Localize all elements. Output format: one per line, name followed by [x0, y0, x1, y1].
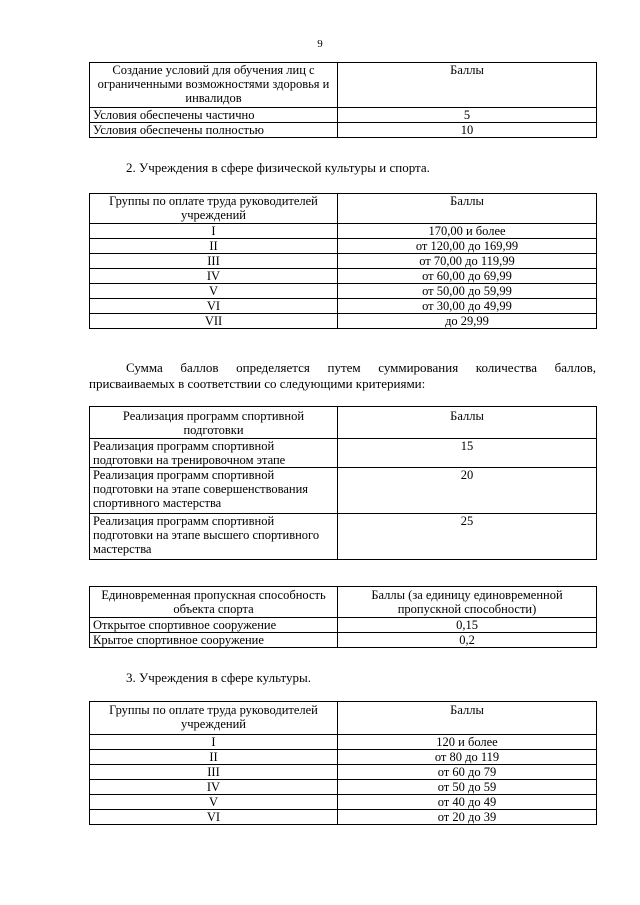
table-row	[90, 269, 597, 284]
table-cell: I	[90, 735, 338, 750]
header-cell: Баллы	[338, 702, 597, 735]
header-cell: Реализация программ спортивной подготовки	[90, 407, 338, 439]
table-cell: IV	[90, 269, 338, 284]
header-cell: Группы по оплате труда руководителей учреждений	[90, 194, 338, 224]
table-header-row	[90, 587, 597, 618]
table-cell: 120 и более	[338, 735, 597, 750]
section-2-heading: 2. Учреждения в сфере физической культуры и спорта.	[126, 160, 430, 175]
criteria-paragraph: Сумма баллов определяется путем суммирования количества баллов, присваиваемых в соответствии со следующими критериями:	[89, 360, 596, 391]
table-cell: IV	[90, 780, 338, 795]
table-row	[90, 750, 597, 765]
table-header-row	[90, 407, 597, 439]
table-row	[90, 633, 597, 648]
table-cell: VII	[90, 314, 338, 329]
table-cell: от 30,00 до 49,99	[338, 299, 597, 314]
table-cell: от 120,00 до 169,99	[338, 239, 597, 254]
table-cell: от 60,00 до 69,99	[338, 269, 597, 284]
table-cell: Открытое спортивное сооружение	[90, 618, 338, 633]
table-cell: от 80 до 119	[338, 750, 597, 765]
table-header-row	[90, 194, 597, 224]
table-row	[90, 735, 597, 750]
table-row	[90, 284, 597, 299]
header-cell: Создание условий для обучения лиц с ограниченными возможностями здоровья и инвалидов	[90, 63, 338, 108]
table-row	[90, 780, 597, 795]
table-header-row	[90, 702, 597, 735]
table-row	[90, 314, 597, 329]
table-cell: от 20 до 39	[338, 810, 597, 825]
table-row	[90, 765, 597, 780]
section-3-heading: 3. Учреждения в сфере культуры.	[126, 670, 312, 685]
table-row	[90, 514, 597, 560]
table-cell: от 50,00 до 59,99	[338, 284, 597, 299]
table-row	[90, 468, 597, 514]
table-row	[90, 239, 597, 254]
table-cell: III	[90, 765, 338, 780]
header-cell: Баллы	[338, 194, 597, 224]
table-cell: от 40 до 49	[338, 795, 597, 810]
table-cell: III	[90, 254, 338, 269]
table-row	[90, 224, 597, 239]
table-cell: 5	[338, 108, 597, 123]
table-cell: 15	[338, 439, 597, 468]
table-cell: Условия обеспечены полностью	[90, 123, 338, 138]
header-cell: Единовременная пропускная способность объекта спорта	[90, 587, 338, 618]
table-cell: II	[90, 239, 338, 254]
table-education-conditions	[89, 62, 597, 138]
table-cell: Крытое спортивное сооружение	[90, 633, 338, 648]
table-cell: 25	[338, 514, 597, 560]
table-cell: от 60 до 79	[338, 765, 597, 780]
table-cell: от 70,00 до 119,99	[338, 254, 597, 269]
table-row	[90, 795, 597, 810]
table-cell: 10	[338, 123, 597, 138]
table-cell: VI	[90, 299, 338, 314]
header-cell: Баллы	[338, 63, 597, 108]
table-cell: до 29,99	[338, 314, 597, 329]
table-row	[90, 810, 597, 825]
table-sport-groups	[89, 193, 597, 329]
header-cell: Баллы	[338, 407, 597, 439]
table-row	[90, 254, 597, 269]
table-header-row	[90, 63, 597, 108]
table-row	[90, 439, 597, 468]
table-capacity	[89, 586, 597, 648]
table-cell: 20	[338, 468, 597, 514]
table-cell: Реализация программ спортивной подготовки на тренировочном этапе	[90, 439, 338, 468]
table-cell: Условия обеспечены частично	[90, 108, 338, 123]
table-cell: 170,00 и более	[338, 224, 597, 239]
table-sport-programs	[89, 406, 597, 560]
table-cell: I	[90, 224, 338, 239]
header-cell: Группы по оплате труда руководителей учреждений	[90, 702, 338, 735]
table-cell: от 50 до 59	[338, 780, 597, 795]
table-cell: 0,15	[338, 618, 597, 633]
table-cell: VI	[90, 810, 338, 825]
page-number: 9	[317, 38, 323, 50]
table-row	[90, 108, 597, 123]
table-cell: V	[90, 284, 338, 299]
table-cell: V	[90, 795, 338, 810]
table-row	[90, 123, 597, 138]
table-row	[90, 618, 597, 633]
table-row	[90, 299, 597, 314]
table-culture-groups	[89, 701, 597, 825]
header-cell: Баллы (за единицу единовременной пропускной способности)	[338, 587, 597, 618]
table-cell: Реализация программ спортивной подготовки на этапе высшего спортивного мастерства	[90, 514, 338, 560]
table-cell: 0,2	[338, 633, 597, 648]
table-cell: II	[90, 750, 338, 765]
table-cell: Реализация программ спортивной подготовки на этапе совершенствования спортивного мастерства	[90, 468, 338, 514]
